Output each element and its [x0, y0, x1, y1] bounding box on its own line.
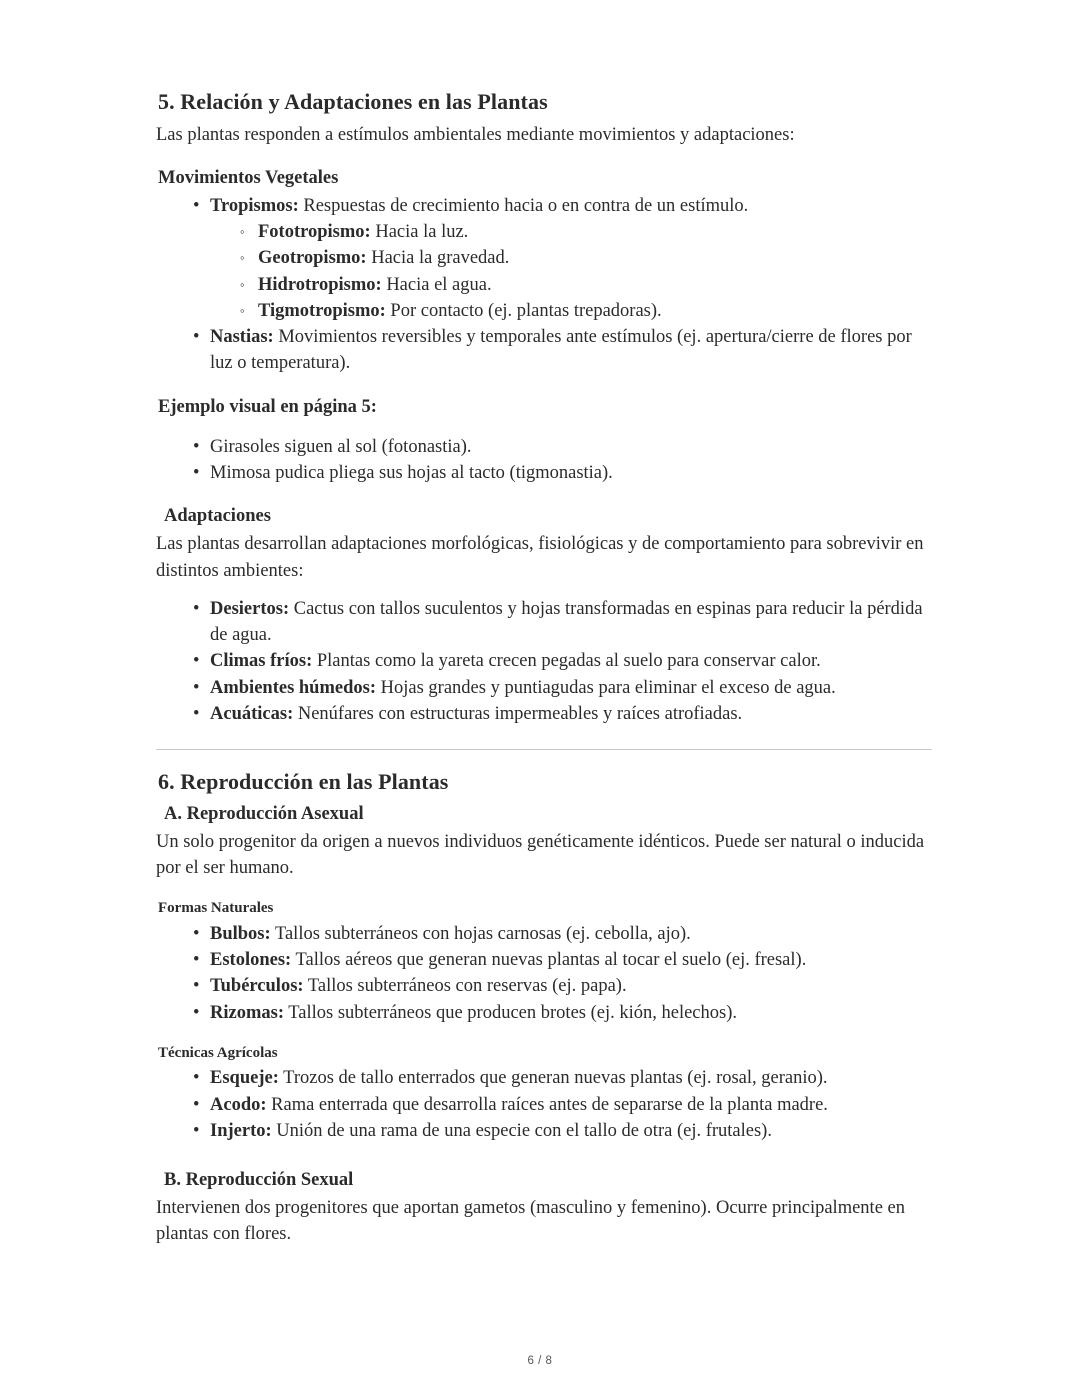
formas-naturales-list — [156, 921, 932, 1026]
term-label: Estolones: — [210, 950, 292, 970]
ejemplo-list — [156, 434, 932, 487]
list-item — [156, 193, 932, 324]
term-label: Desiertos: — [210, 598, 290, 619]
list-item — [156, 947, 932, 973]
bullet-icon: • — [193, 1068, 200, 1089]
bullet-icon: • — [193, 598, 200, 619]
hollow-bullet-icon: ◦ — [240, 250, 245, 266]
term-text: Rama enterrada que desarrolla raíces antes de separarse de la planta madre. — [266, 1094, 828, 1115]
bullet-icon: • — [193, 703, 200, 724]
term-label: Esqueje: — [210, 1068, 279, 1089]
hollow-bullet-icon: ◦ — [240, 276, 245, 292]
adaptaciones-list — [156, 596, 932, 727]
bullet-icon: • — [193, 1002, 200, 1023]
formas-naturales-label: Formas Naturales — [158, 900, 274, 917]
term-label: Rizomas: — [210, 1002, 284, 1023]
term-label: Ambientes húmedos: — [210, 677, 376, 698]
bullet-icon: • — [193, 1120, 200, 1141]
term-text: Cactus con tallos suculentos y hojas transformadas en espinas para reducir la pérdida de agua. — [210, 598, 923, 646]
list-item — [210, 298, 932, 324]
page-content — [156, 88, 932, 1248]
term-label: Tigmotropismo: — [258, 300, 386, 321]
term-label: Climas fríos: — [210, 651, 313, 672]
adaptaciones-intro: Las plantas desarrollan adaptaciones morfológicas, fisiológicas y de comportamiento para sobrevivir en distintos ambientes: — [156, 534, 924, 581]
term-label: Geotropismo: — [258, 248, 367, 269]
section-6-title: 6. Reproducción en las Plantas — [158, 769, 449, 795]
term-text: Hacia la gravedad. — [366, 248, 510, 269]
term-text: Unión de una rama de una especie con el tallo de otra (ej. frutales). — [271, 1120, 772, 1141]
term-text: Hojas grandes y puntiagudas para eliminar el exceso de agua. — [376, 677, 836, 698]
list-item — [156, 324, 932, 377]
reproduccion-asexual-heading: A. Reproducción Asexual — [164, 803, 364, 824]
reproduccion-sexual-intro: Intervienen dos progenitores que aportan gametos (masculino y femenino). Ocurre principalmente en plantas con flores. — [156, 1198, 905, 1245]
tropismos-sublist — [210, 219, 932, 324]
tecnicas-agricolas-label: Técnicas Agrícolas — [158, 1044, 278, 1061]
bullet-icon: • — [193, 677, 200, 698]
page-number-footer: 6 / 8 — [527, 1355, 553, 1367]
list-item — [210, 245, 932, 271]
bullet-icon: • — [193, 327, 200, 348]
list-item — [210, 272, 932, 298]
bullet-icon: • — [193, 976, 200, 997]
term-text: Movimientos reversibles y temporales ante estímulos (ej. apertura/cierre de flores por luz o temperatura). — [210, 327, 912, 374]
section-divider — [156, 749, 932, 750]
bullet-icon: • — [193, 195, 200, 216]
bullet-icon: • — [193, 923, 200, 944]
list-item — [156, 460, 932, 486]
list-item — [156, 921, 932, 947]
term-label: Acuáticas: — [210, 703, 294, 724]
term-label: Acodo: — [210, 1094, 267, 1115]
list-item — [156, 1118, 932, 1144]
term-label: Tropismos: — [210, 195, 299, 216]
list-item — [156, 1000, 932, 1026]
term-text: Nenúfares con estructuras impermeables y raíces atrofiadas. — [293, 703, 743, 724]
list-item — [156, 701, 932, 727]
term-text: Hacia la luz. — [370, 222, 469, 243]
term-label: Hidrotropismo: — [258, 274, 382, 295]
term-text: Trozos de tallo enterrados que generan nuevas plantas (ej. rosal, geranio). — [278, 1068, 828, 1089]
movimientos-vegetales-heading: Movimientos Vegetales — [158, 167, 339, 188]
list-item — [156, 1092, 932, 1118]
term-text: Girasoles siguen al sol (fotonastia). — [210, 436, 472, 457]
list-item — [156, 648, 932, 674]
adaptaciones-heading: Adaptaciones — [164, 506, 271, 527]
reproduccion-asexual-intro: Un solo progenitor da origen a nuevos individuos genéticamente idénticos. Puede ser natural o inducida por el ser humano. — [156, 831, 925, 878]
list-item — [156, 973, 932, 999]
term-text: Hacia el agua. — [381, 274, 492, 295]
term-label: Bulbos: — [210, 923, 271, 944]
term-text: Tallos subterráneos que producen brotes (ej. kión, helechos). — [283, 1002, 738, 1023]
list-item — [156, 434, 932, 460]
term-label: Nastias: — [210, 327, 274, 348]
section-5-title: 5. Relación y Adaptaciones en las Plantas — [158, 89, 548, 114]
hollow-bullet-icon: ◦ — [240, 302, 245, 318]
movimientos-list — [156, 193, 932, 377]
tecnicas-agricolas-list — [156, 1065, 932, 1144]
list-item — [156, 675, 932, 701]
term-text: Tallos subterráneos con hojas carnosas (ej. cebolla, ajo). — [270, 923, 691, 944]
hollow-bullet-icon: ◦ — [240, 224, 245, 240]
term-text: Tallos aéreos que generan nuevas plantas al tocar el suelo (ej. fresal). — [291, 950, 807, 970]
term-text: Tallos subterráneos con reservas (ej. papa). — [303, 976, 627, 997]
section-5-intro: Las plantas responden a estímulos ambientales mediante movimientos y adaptaciones: — [156, 124, 795, 145]
term-label: Injerto: — [210, 1120, 272, 1141]
bullet-icon: • — [193, 1094, 200, 1115]
ejemplo-visual-heading: Ejemplo visual en página 5: — [158, 396, 377, 417]
bullet-icon: • — [193, 950, 200, 970]
list-item — [156, 1065, 932, 1091]
bullet-icon: • — [193, 462, 200, 483]
bullet-icon: • — [193, 651, 200, 672]
term-text: Por contacto (ej. plantas trepadoras). — [385, 300, 662, 321]
term-label: Fototropismo: — [258, 222, 371, 243]
list-item — [210, 219, 932, 245]
reproduccion-sexual-heading: B. Reproducción Sexual — [164, 1170, 354, 1191]
bullet-icon: • — [193, 436, 200, 457]
list-item — [156, 596, 932, 649]
term-text: Plantas como la yareta crecen pegadas al suelo para conservar calor. — [312, 651, 821, 672]
term-label: Tubérculos: — [210, 976, 304, 997]
term-text: Mimosa pudica pliega sus hojas al tacto (tigmonastia). — [210, 462, 613, 483]
term-text: Respuestas de crecimiento hacia o en contra de un estímulo. — [298, 195, 749, 216]
